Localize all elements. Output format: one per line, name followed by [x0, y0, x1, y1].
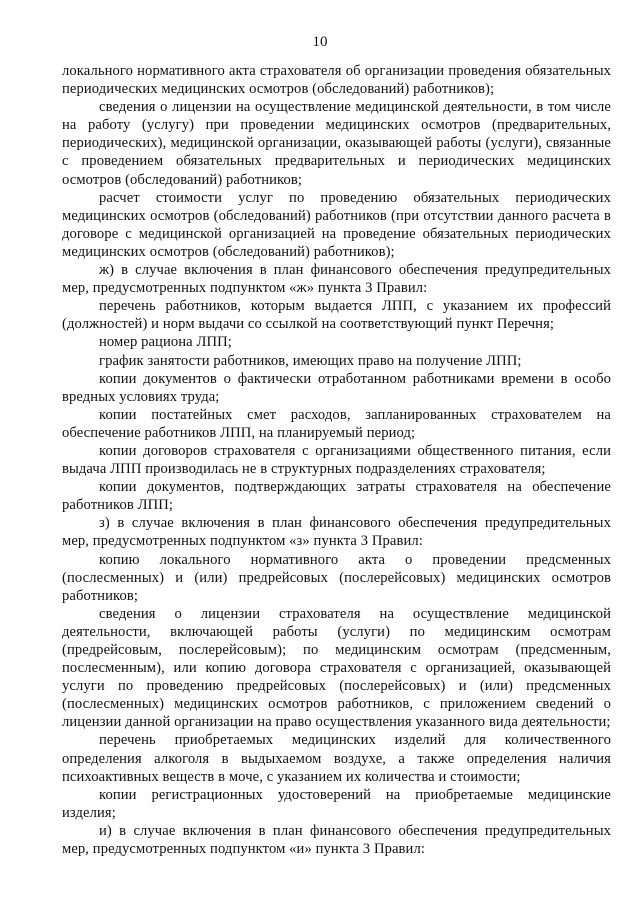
- paragraph-cost-calculation: расчет стоимости услуг по проведению обязательных периодических медицинских осмотров (обследований) работников (при отсутствии данного расчета в договоре с медицинской организацией на проведение обязательных периодических медицинских осмотров (обследований) работников);: [62, 189, 611, 260]
- paragraph-catering-contracts: копии договоров страхователя с организациями общественного питания, если выдача ЛПП производилась не в структурных подразделениях страхователя;: [62, 442, 611, 478]
- paragraph-expense-docs: копии документов, подтверждающих затраты страхователя на обеспечение работников ЛПП;: [62, 479, 611, 514]
- paragraph-medical-devices-list: перечень приобретаемых медицинских изделий для количественного определения алкоголя в выдыхаемом воздухе, а также определения наличия психоактивных веществ в моче, с указанием их количества и стоимости;: [62, 732, 611, 785]
- paragraph-subclause-i: и) в случае включения в план финансового обеспечения предупредительных мер, предусмотренных подпунктом «и» пункта 3 Правил:: [62, 822, 611, 858]
- paragraph-subclause-zh: ж) в случае включения в план финансового обеспечения предупредительных мер, предусмотренных подпунктом «ж» пункта 3 Правил:: [62, 262, 611, 297]
- page-number: 10: [312, 34, 328, 50]
- paragraph-cost-estimates: копии постатейных смет расходов, запланированных страхователем на обеспечение работников ЛПП, на планируемый период;: [62, 406, 611, 441]
- paragraph-continuation: локального нормативного акта страхователя об организации проведения обязательных периодических медицинских осмотров (обследований) работников);: [62, 63, 611, 98]
- paragraph-license-info: сведения о лицензии на осуществление медицинской деятельности, в том числе на работу (услугу) при проведении медицинских осмотров (предварительных, периодических), медицинской организации, оказывающей работы (услуги), связанные с проведением обязательных предварительных и периодических медицинских осмотров (обследований) работников;: [62, 99, 611, 188]
- paragraph-registration-certificates: копии регистрационных удостоверений на приобретаемые медицинские изделия;: [62, 786, 611, 821]
- paragraph-worked-time-docs: копии документов о фактически отработанном работниками времени в особо вредных условиях труда;: [62, 370, 611, 405]
- document-body: [62, 62, 611, 858]
- paragraph-insurer-license: сведения о лицензии страхователя на осуществление медицинской деятельности, включающей работы (услуги) по медицинским осмотрам (предрейсовым, послерейсовым); по медицинским осмотрам (предсменным, послесменным), или копию договора страхователя с организацией, оказывающей услуги по проведению предрейсовых (послерейсовых) и (или) предсменных (послесменных) медицинских осмотров работников, с приложением сведений о лицензии данной организации на право осуществления указанного вида деятельности;: [62, 605, 611, 731]
- paragraph-employee-list: перечень работников, которым выдается ЛПП, с указанием их профессий (должностей) и норм выдачи со ссылкой на соответствующий пункт Перечня;: [62, 298, 611, 333]
- paragraph-subclause-z: з) в случае включения в план финансового обеспечения предупредительных мер, предусмотренных подпунктом «з» пункта 3 Правил:: [62, 515, 611, 550]
- paragraph-employment-schedule: график занятости работников, имеющих право на получение ЛПП;: [99, 352, 522, 369]
- paragraph-local-act-copy: копию локального нормативного акта о проведении предсменных (послесменных) и (или) предрейсовых (послерейсовых) медицинских осмотров работников;: [62, 551, 611, 604]
- paragraph-ration-number: номер рациона ЛПП;: [99, 334, 232, 351]
